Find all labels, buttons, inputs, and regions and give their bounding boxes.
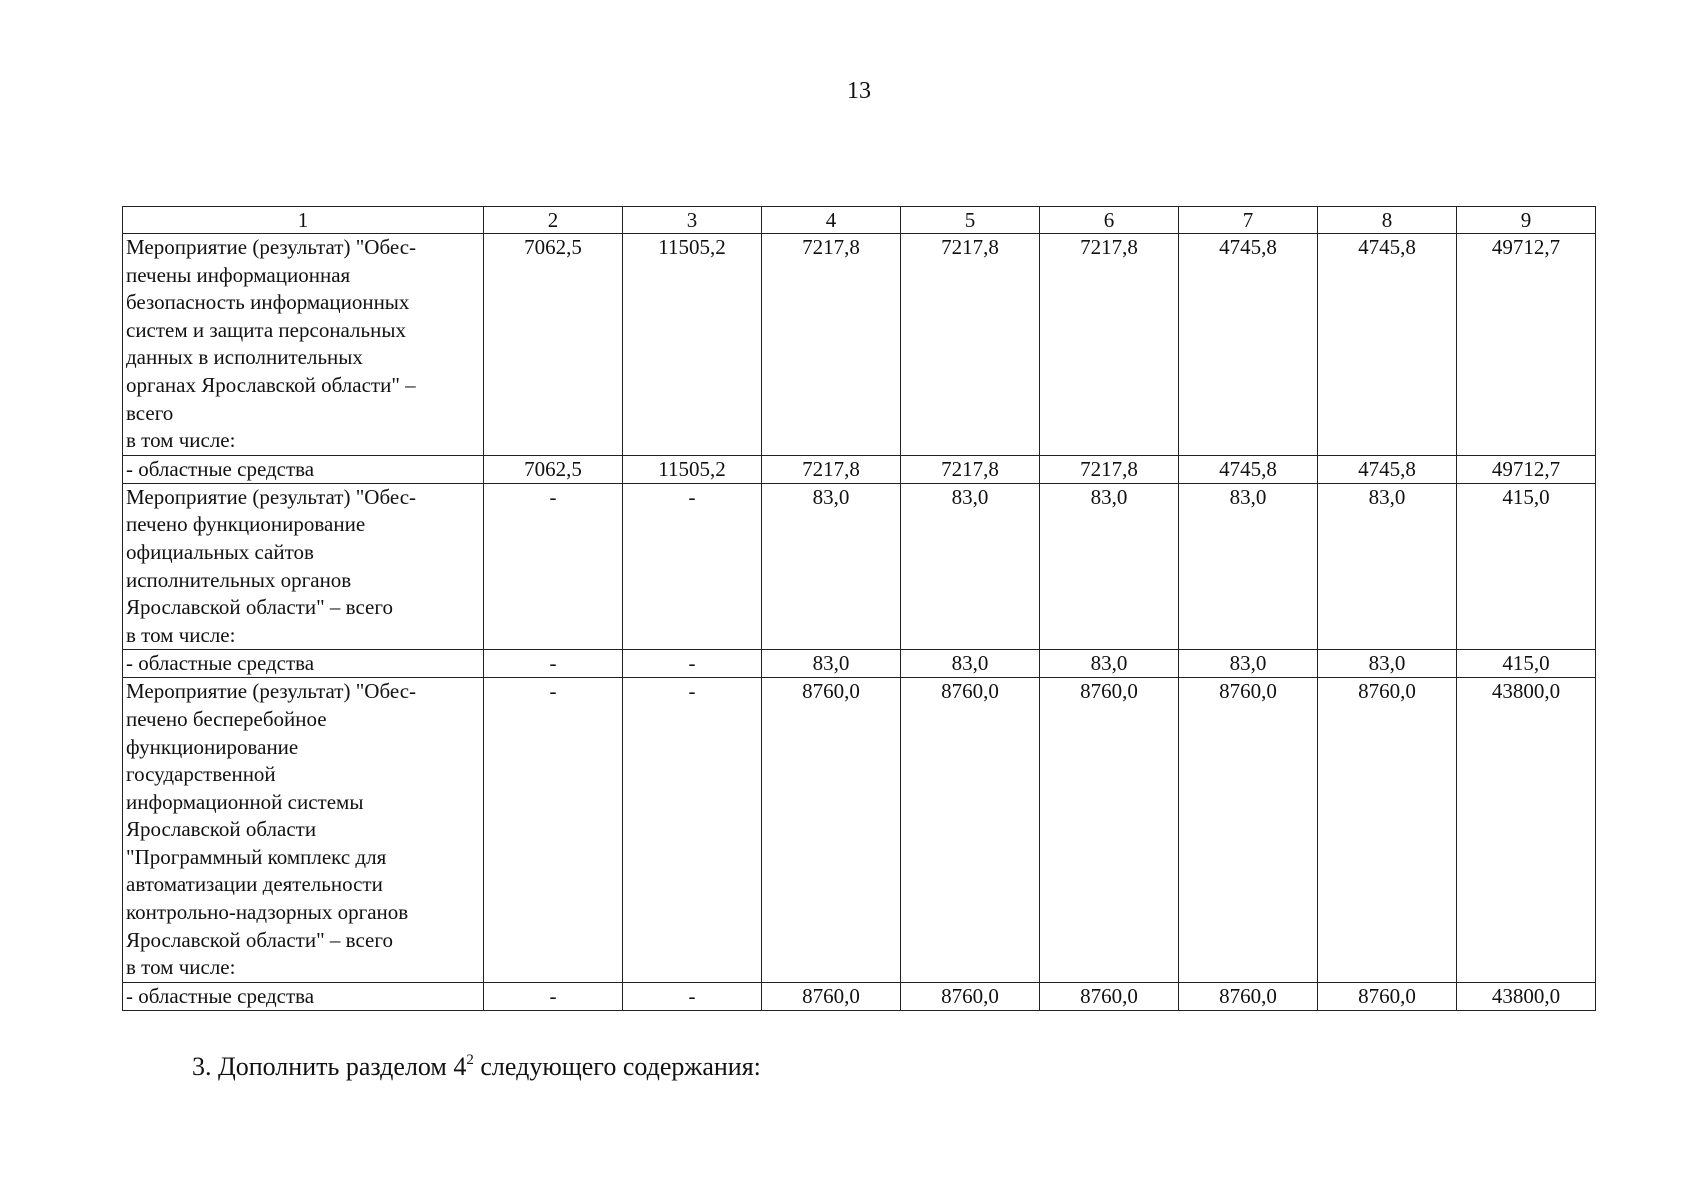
- value-cell: 8760,0: [1040, 982, 1179, 1010]
- description-line: - областные средства: [126, 651, 315, 676]
- column-header: 4: [762, 207, 901, 234]
- value-cell: 83,0: [1040, 650, 1179, 678]
- value-cell: -: [623, 650, 762, 678]
- description-line: всего: [126, 400, 174, 425]
- value-cell: 415,0: [1457, 483, 1596, 650]
- description-line: - областные средства: [126, 983, 315, 1008]
- description-line: функционирование: [126, 734, 299, 759]
- table-row: [123, 455, 1596, 483]
- value-cell: 43800,0: [1457, 678, 1596, 983]
- value-cell: 8760,0: [1318, 678, 1457, 983]
- description-line: данных в исполнительных: [126, 345, 363, 370]
- description-line: в том числе:: [126, 428, 236, 453]
- description-line: в том числе:: [126, 955, 236, 980]
- description-line: Ярославской области" – всего: [126, 927, 393, 952]
- column-header: 9: [1457, 207, 1596, 234]
- description-line: Ярославской области" – всего: [126, 595, 393, 620]
- value-cell: 8760,0: [1179, 982, 1318, 1010]
- table-row: [123, 483, 1596, 650]
- description-line: официальных сайтов: [126, 539, 314, 564]
- page-number: 13: [847, 78, 871, 104]
- description-line: "Программный комплекс для: [126, 844, 387, 869]
- value-cell: 4745,8: [1179, 455, 1318, 483]
- value-cell: 7062,5: [484, 455, 623, 483]
- table-row: [123, 678, 1596, 983]
- value-cell: 7062,5: [484, 234, 623, 456]
- table-row: [123, 234, 1596, 456]
- instruction-superscript: 2: [466, 1052, 474, 1068]
- value-cell: 83,0: [901, 483, 1040, 650]
- description-line: Мероприятие (результат) "Обес-: [126, 235, 417, 259]
- row-description: [123, 982, 484, 1010]
- description-line: печено бесперебойное: [126, 706, 327, 731]
- column-header: 6: [1040, 207, 1179, 234]
- value-cell: 83,0: [1179, 650, 1318, 678]
- table-row: [123, 650, 1596, 678]
- value-cell: 7217,8: [762, 455, 901, 483]
- value-cell: 83,0: [1040, 483, 1179, 650]
- value-cell: 8760,0: [1318, 982, 1457, 1010]
- value-cell: 83,0: [1318, 650, 1457, 678]
- column-header: 5: [901, 207, 1040, 234]
- value-cell: 7217,8: [1040, 234, 1179, 456]
- value-cell: -: [484, 483, 623, 650]
- description-line: государственной: [126, 762, 276, 787]
- value-cell: 11505,2: [623, 455, 762, 483]
- description-line: информационной системы: [126, 789, 364, 814]
- value-cell: -: [623, 483, 762, 650]
- value-cell: 8760,0: [762, 678, 901, 983]
- description-line: Ярославской области: [126, 817, 317, 842]
- value-cell: -: [623, 982, 762, 1010]
- value-cell: 83,0: [901, 650, 1040, 678]
- value-cell: 43800,0: [1457, 982, 1596, 1010]
- description-line: в том числе:: [126, 622, 236, 647]
- value-cell: 8760,0: [762, 982, 901, 1010]
- description-line: исполнительных органов: [126, 567, 352, 592]
- value-cell: 49712,7: [1457, 234, 1596, 456]
- column-header: 8: [1318, 207, 1457, 234]
- section-instruction: [192, 1052, 761, 1082]
- column-header: 1: [123, 207, 484, 234]
- value-cell: 83,0: [762, 483, 901, 650]
- value-cell: 7217,8: [901, 455, 1040, 483]
- instruction-text: 3. Дополнить разделом 4: [192, 1052, 467, 1081]
- description-line: безопасность информационных: [126, 290, 410, 315]
- instruction-text-after: следующего содержания:: [473, 1052, 761, 1081]
- column-header: 7: [1179, 207, 1318, 234]
- description-line: печены информационная: [126, 262, 351, 287]
- budget-table: [122, 206, 1596, 1011]
- description-line: систем и защита персональных: [126, 317, 406, 342]
- row-description: [123, 678, 484, 983]
- description-line: автоматизации деятельности: [126, 872, 383, 897]
- description-line: - областные средства: [126, 456, 315, 481]
- value-cell: 4745,8: [1179, 234, 1318, 456]
- table-header-row: [123, 207, 1596, 234]
- description-line: Мероприятие (результат) "Обес-: [126, 679, 417, 704]
- value-cell: 83,0: [1179, 483, 1318, 650]
- column-header: 2: [484, 207, 623, 234]
- value-cell: -: [484, 650, 623, 678]
- description-line: контрольно-надзорных органов: [126, 900, 409, 925]
- description-line: Мероприятие (результат) "Обес-: [126, 484, 417, 509]
- value-cell: -: [484, 678, 623, 983]
- value-cell: 8760,0: [1179, 678, 1318, 983]
- value-cell: -: [623, 678, 762, 983]
- value-cell: 4745,8: [1318, 455, 1457, 483]
- row-description: [123, 455, 484, 483]
- description-line: органах Ярославской области" –: [126, 372, 416, 397]
- row-description: [123, 234, 484, 456]
- value-cell: 49712,7: [1457, 455, 1596, 483]
- table-row: [123, 982, 1596, 1010]
- value-cell: 7217,8: [762, 234, 901, 456]
- value-cell: 8760,0: [1040, 678, 1179, 983]
- value-cell: 8760,0: [901, 982, 1040, 1010]
- row-description: [123, 650, 484, 678]
- value-cell: 7217,8: [901, 234, 1040, 456]
- value-cell: -: [484, 982, 623, 1010]
- value-cell: 11505,2: [623, 234, 762, 456]
- value-cell: 4745,8: [1318, 234, 1457, 456]
- row-description: [123, 483, 484, 650]
- value-cell: 415,0: [1457, 650, 1596, 678]
- value-cell: 83,0: [1318, 483, 1457, 650]
- column-header: 3: [623, 207, 762, 234]
- value-cell: 8760,0: [901, 678, 1040, 983]
- value-cell: 83,0: [762, 650, 901, 678]
- value-cell: 7217,8: [1040, 455, 1179, 483]
- description-line: печено функционирование: [126, 512, 366, 537]
